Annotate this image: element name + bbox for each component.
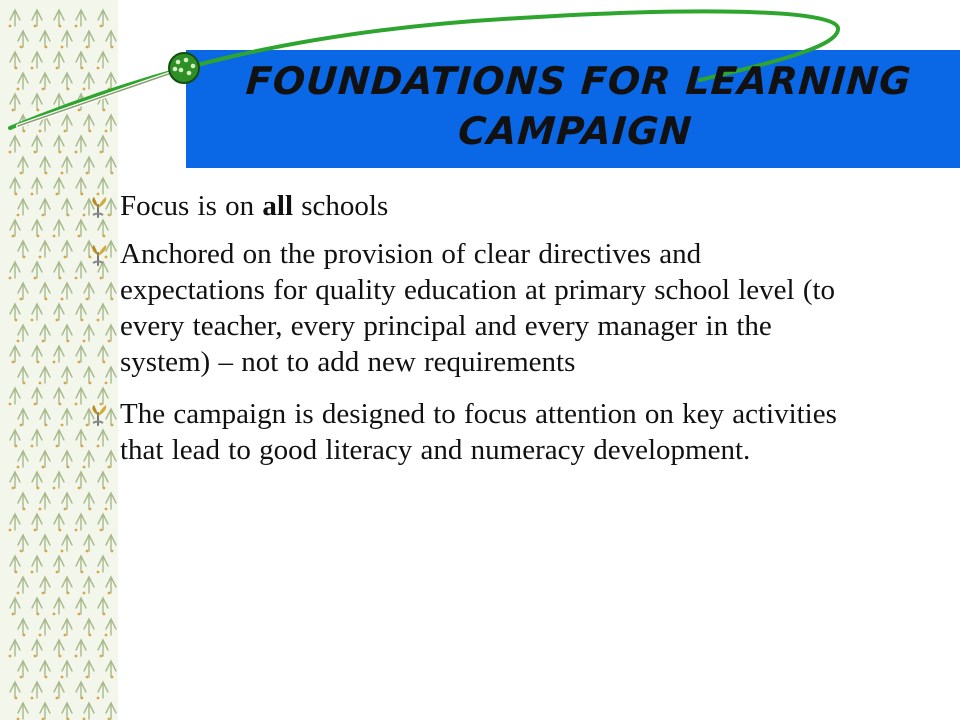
- pattern-mark: [98, 10, 108, 27]
- pattern-mark: [31, 52, 42, 69]
- bullet-bold-word: all: [262, 190, 294, 222]
- pattern-mark: [76, 598, 86, 615]
- pattern-mark: [32, 136, 42, 153]
- gold-sprout-bullet-icon: [86, 195, 110, 219]
- bullet-item: [86, 236, 846, 380]
- pattern-mark: [10, 304, 20, 321]
- pattern-mark: [84, 619, 94, 636]
- pattern-mark: [9, 136, 20, 153]
- pattern-mark: [40, 157, 50, 174]
- pattern-mark: [40, 283, 50, 300]
- pattern-mark: [18, 31, 28, 48]
- pattern-mark: [76, 94, 86, 111]
- pattern-mark: [54, 304, 64, 321]
- pattern-mark: [9, 514, 20, 531]
- gold-sprout-bullet-icon: [86, 243, 110, 267]
- pattern-mark: [10, 94, 20, 111]
- pattern-mark: [84, 661, 94, 678]
- pattern-mark: [53, 94, 64, 111]
- pattern-mark: [75, 136, 86, 153]
- pattern-mark: [53, 472, 64, 489]
- pattern-mark: [32, 94, 42, 111]
- pattern-mark: [76, 472, 86, 489]
- pattern-mark: [40, 199, 50, 216]
- pattern-mark: [31, 556, 42, 573]
- pattern-mark: [10, 682, 20, 699]
- pattern-mark: [62, 493, 72, 510]
- pattern-mark: [17, 73, 28, 90]
- pattern-mark: [54, 178, 64, 195]
- pattern-mark: [9, 262, 20, 279]
- pattern-mark: [62, 73, 72, 90]
- pattern-mark: [106, 535, 116, 552]
- pattern-mark: [18, 283, 28, 300]
- pattern-mark: [9, 640, 20, 657]
- pattern-mark: [62, 241, 72, 258]
- pattern-mark: [32, 220, 42, 237]
- pattern-mark: [105, 115, 116, 132]
- pattern-mark: [83, 577, 94, 594]
- pattern-mark: [17, 325, 28, 342]
- pattern-mark: [18, 367, 28, 384]
- pattern-mark: [54, 136, 64, 153]
- pattern-mark: [75, 262, 86, 279]
- pattern-mark: [105, 493, 116, 510]
- pattern-mark: [40, 325, 50, 342]
- pattern-mark: [62, 577, 72, 594]
- pattern-mark: [40, 409, 50, 426]
- pattern-mark: [40, 661, 50, 678]
- pattern-mark: [62, 115, 72, 132]
- pattern-mark: [76, 346, 86, 363]
- pattern-mark: [105, 619, 116, 636]
- pattern-mark: [61, 409, 72, 426]
- pattern-mark: [40, 31, 50, 48]
- pattern-mark: [84, 157, 94, 174]
- pattern-mark: [97, 52, 108, 69]
- pattern-mark: [76, 304, 86, 321]
- pattern-mark: [84, 493, 94, 510]
- pattern-mark: [54, 682, 64, 699]
- pattern-mark: [76, 430, 86, 447]
- pattern-mark: [84, 115, 94, 132]
- pattern-mark: [31, 682, 42, 699]
- pattern-mark: [17, 199, 28, 216]
- pattern-mark: [40, 535, 50, 552]
- pattern-mark: [83, 703, 94, 720]
- pattern-mark: [106, 703, 116, 720]
- pattern-mark: [76, 220, 86, 237]
- pattern-mark: [10, 52, 20, 69]
- pattern-mark: [62, 703, 72, 720]
- pattern-mark: [61, 661, 72, 678]
- pattern-mark: [40, 451, 50, 468]
- pattern-mark: [10, 346, 20, 363]
- pattern-mark: [32, 388, 42, 405]
- pattern-mark: [75, 10, 86, 27]
- pattern-mark: [10, 430, 20, 447]
- pattern-mark: [83, 73, 94, 90]
- pattern-mark: [17, 577, 28, 594]
- pattern-mark: [18, 493, 28, 510]
- pattern-mark: [40, 73, 50, 90]
- pattern-mark: [75, 514, 86, 531]
- pattern-mark: [9, 10, 20, 27]
- pattern-mark: [39, 367, 50, 384]
- pattern-mark: [61, 535, 72, 552]
- pattern-mark: [18, 661, 28, 678]
- pattern-mark: [106, 73, 116, 90]
- pattern-mark: [31, 304, 42, 321]
- pattern-mark: [54, 52, 64, 69]
- pattern-mark: [97, 682, 108, 699]
- pattern-mark: [84, 535, 94, 552]
- pattern-mark: [62, 367, 72, 384]
- pattern-mark: [39, 493, 50, 510]
- bullet-item: [86, 396, 846, 468]
- pattern-mark: [54, 430, 64, 447]
- pattern-mark: [17, 451, 28, 468]
- pattern-mark: [61, 283, 72, 300]
- pattern-mark: [62, 619, 72, 636]
- pattern-mark: [106, 577, 116, 594]
- gold-sprout-bullet-icon: [86, 403, 110, 427]
- pattern-mark: [32, 514, 42, 531]
- pattern-mark: [18, 241, 28, 258]
- pattern-mark: [98, 640, 108, 657]
- pattern-mark: [54, 514, 64, 531]
- bullet-text: The campaign is designed to focus attention on key activities that lead to good literacy and numeracy development.: [120, 398, 837, 466]
- pattern-mark: [18, 535, 28, 552]
- pattern-mark: [98, 514, 108, 531]
- pattern-mark: [98, 136, 108, 153]
- pattern-mark: [10, 178, 20, 195]
- pattern-mark: [62, 199, 72, 216]
- pattern-mark: [32, 10, 42, 27]
- pattern-mark: [17, 703, 28, 720]
- pattern-mark: [98, 598, 108, 615]
- pattern-mark: [84, 31, 94, 48]
- pattern-mark: [106, 661, 116, 678]
- pattern-mark: [10, 598, 20, 615]
- pattern-mark: [32, 598, 42, 615]
- pattern-mark: [18, 115, 28, 132]
- pattern-mark: [10, 556, 20, 573]
- pattern-mark: [31, 430, 42, 447]
- slide-title: FOUNDATIONS FOR LEARNING CAMPAIGN: [244, 59, 914, 153]
- pattern-mark: [98, 94, 108, 111]
- pattern-mark: [32, 346, 42, 363]
- pattern-mark: [75, 640, 86, 657]
- bullet-text-prefix: Focus is on: [120, 190, 263, 222]
- pattern-mark: [54, 262, 64, 279]
- pattern-mark: [9, 388, 20, 405]
- pattern-mark: [61, 31, 72, 48]
- pattern-mark: [106, 31, 116, 48]
- pattern-mark: [53, 220, 64, 237]
- pattern-mark: [61, 157, 72, 174]
- pattern-mark: [32, 640, 42, 657]
- pattern-mark: [40, 577, 50, 594]
- pattern-mark: [39, 619, 50, 636]
- pattern-mark: [32, 262, 42, 279]
- pattern-mark: [18, 157, 28, 174]
- pattern-mark: [31, 178, 42, 195]
- pattern-mark: [40, 703, 50, 720]
- pattern-mark: [76, 682, 86, 699]
- pattern-mark: [97, 556, 108, 573]
- pattern-mark: [75, 388, 86, 405]
- pattern-mark: [54, 388, 64, 405]
- pattern-mark: [53, 346, 64, 363]
- bullet-text-suffix: schools: [293, 190, 389, 222]
- pattern-mark: [76, 178, 86, 195]
- bullet-item: [86, 188, 846, 224]
- bullet-text: Anchored on the provision of clear directives and expectations for quality education at primary school level (to every teacher, every principal and every manager in the system) – not to add new requirements: [120, 238, 836, 378]
- bullet-list: [86, 188, 846, 478]
- pattern-mark: [76, 556, 86, 573]
- pattern-mark: [18, 619, 28, 636]
- pattern-mark: [18, 409, 28, 426]
- pattern-mark: [54, 10, 64, 27]
- pattern-mark: [39, 241, 50, 258]
- pattern-mark: [106, 157, 116, 174]
- pattern-mark: [62, 451, 72, 468]
- pattern-mark: [54, 556, 64, 573]
- pattern-mark: [10, 472, 20, 489]
- pattern-mark: [53, 598, 64, 615]
- pattern-mark: [10, 220, 20, 237]
- pattern-mark: [76, 52, 86, 69]
- pattern-mark: [39, 115, 50, 132]
- pattern-mark: [62, 325, 72, 342]
- pattern-mark: [32, 472, 42, 489]
- pattern-mark: [54, 640, 64, 657]
